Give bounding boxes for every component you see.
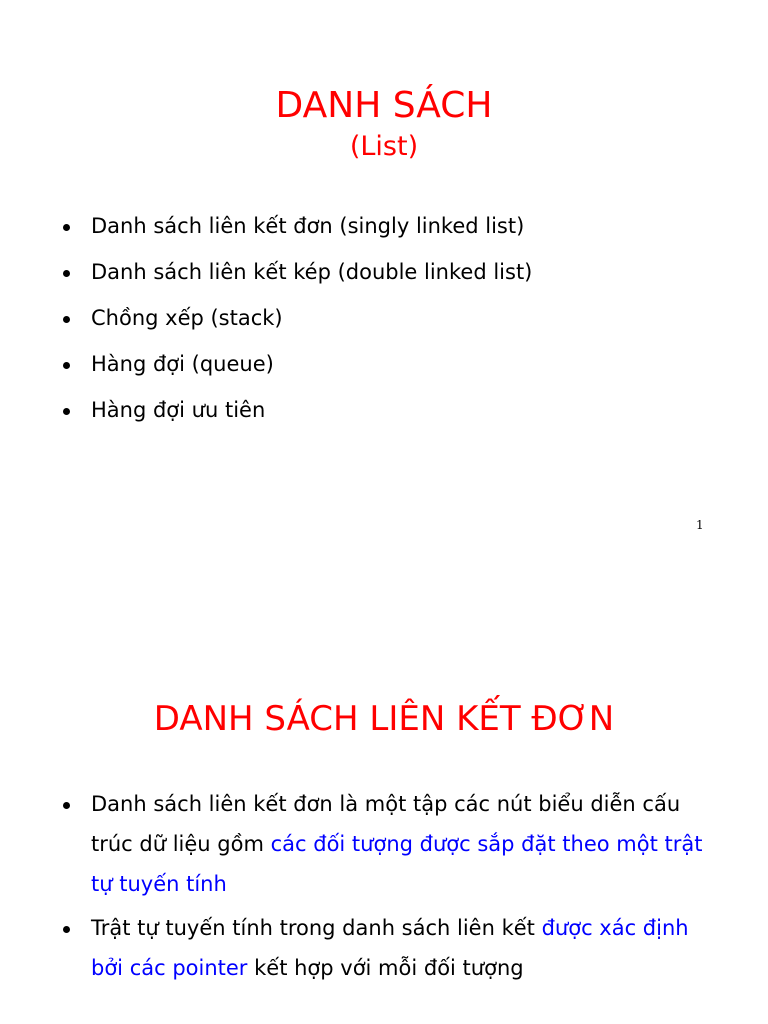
list-item-text: Hàng đợi ưu tiên [91, 398, 266, 422]
list-item [0, 206, 768, 246]
bullet-dot-icon [63, 316, 70, 323]
slide-2-bullet-list [0, 784, 768, 992]
highlight-text: được xác định [541, 916, 689, 940]
list-item [0, 390, 768, 430]
list-item-text: Danh sách liên kết đơn (singly linked list) [91, 214, 525, 238]
list-item [0, 252, 768, 292]
list-item-text: trúc dữ liệu gồm [91, 832, 271, 856]
bullet-dot-icon [63, 408, 70, 415]
bullet-dot-icon [63, 224, 70, 231]
list-item-text: Trật tự tuyến tính trong danh sách liên kết [91, 916, 542, 940]
slide-2-title: DANH SÁCH LIÊN KẾT ĐƠN [153, 699, 615, 739]
list-item-text: Chồng xếp (stack) [91, 306, 283, 330]
list-item-line [91, 948, 728, 988]
slide-1-subtitle: (List) [349, 131, 419, 162]
bullet-dot-icon [63, 802, 70, 809]
list-item [0, 784, 768, 904]
page-number: 1 [696, 518, 704, 532]
slide-1-bullet-list [0, 206, 768, 436]
list-item-text: kết hợp với mỗi đối tượng [247, 956, 524, 980]
bullet-dot-icon [63, 926, 70, 933]
list-item-line: Danh sách liên kết đơn là một tập các nút biểu diễn cấu [91, 792, 681, 816]
list-item-line [91, 824, 728, 864]
list-item-text: Hàng đợi (queue) [91, 352, 274, 376]
slide-1-title: DANH SÁCH [275, 85, 493, 126]
highlight-text: bởi các pointer [91, 956, 248, 980]
bullet-dot-icon [63, 270, 70, 277]
slide-2 [0, 512, 768, 1024]
highlight-text: tự tuyến tính [91, 872, 227, 896]
list-item-line [91, 908, 728, 948]
list-item [0, 344, 768, 384]
list-item [0, 908, 768, 988]
bullet-dot-icon [63, 362, 70, 369]
list-item-text: Danh sách liên kết kép (double linked list) [91, 260, 533, 284]
list-item [0, 298, 768, 338]
highlight-text: các đối tượng được sắp đặt theo một trật [270, 832, 703, 856]
